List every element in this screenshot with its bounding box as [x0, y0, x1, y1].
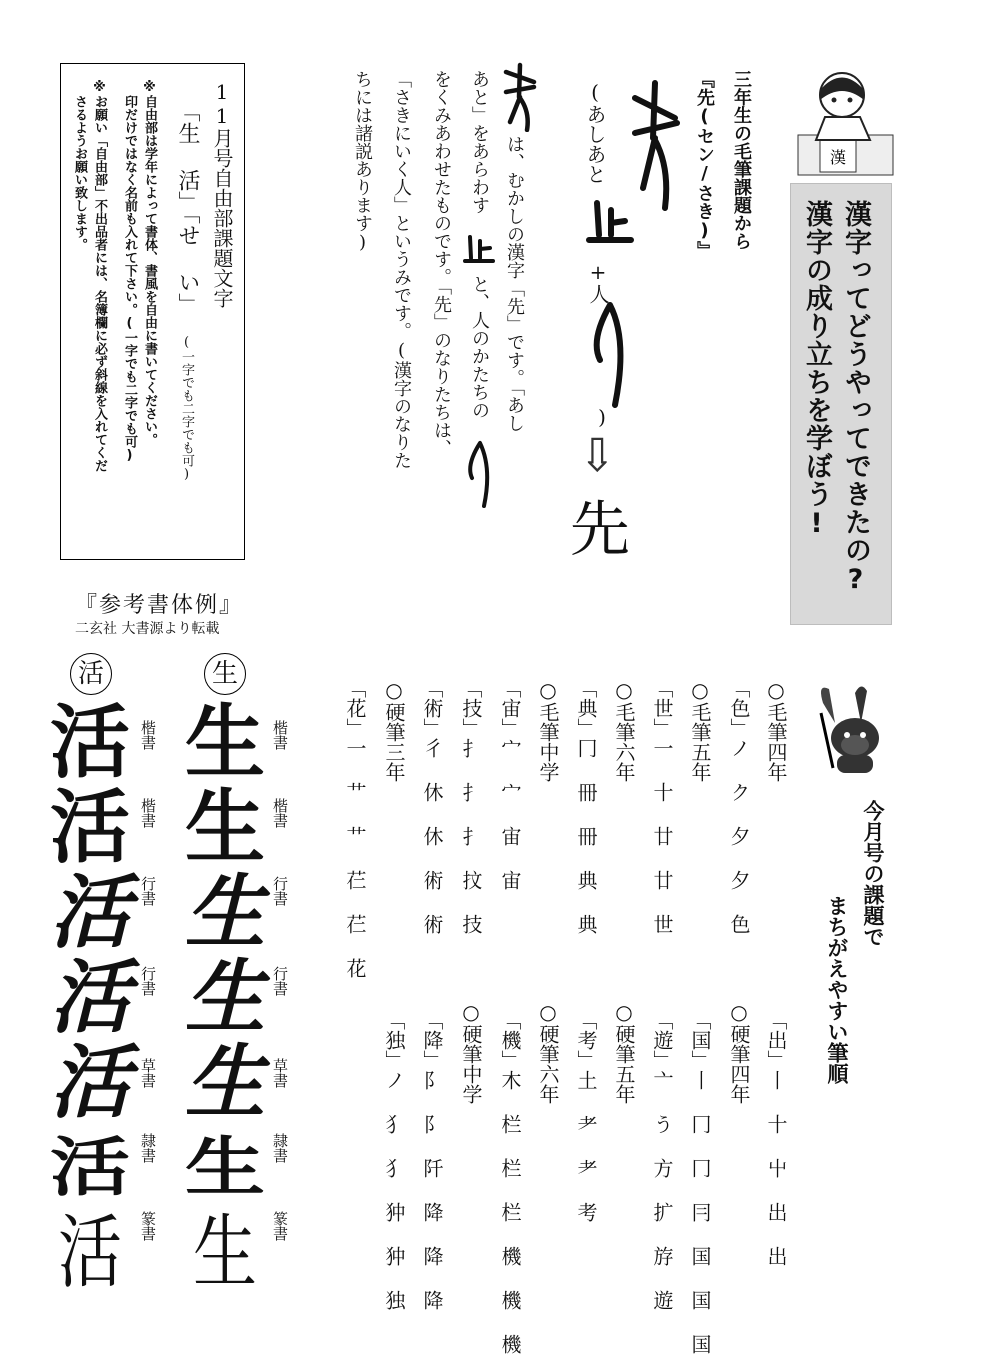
sei-label-2: 楷書: [271, 798, 289, 828]
november-note-1: ※自由部は学年によって書体、書風を自由に書いてください。: [142, 80, 157, 446]
katsu-label-6: 隷書: [139, 1133, 157, 1163]
stroke-bottom-4: 「遊」亠 う 方 扩 斿 遊: [650, 1010, 674, 1310]
katsu-label-4: 行書: [139, 966, 157, 996]
stroke-bottom-1: 「出」丨 十 屮 出 出: [764, 1010, 788, 1266]
stroke-top-1: ○毛筆四年: [764, 678, 788, 782]
katsu-glyph-kaisho-1: 活: [50, 695, 130, 789]
katsu-glyph-gyosho-2: 活: [50, 950, 130, 1044]
body-line-2: あと」をあらわす: [469, 70, 490, 214]
sei-badge-text: 生: [211, 659, 238, 689]
stroke-top-3: ○毛筆五年: [688, 678, 712, 782]
body-line-5: ちには諸説あります): [352, 70, 373, 253]
november-note-3: ※お願い「自由部」不出品者には、名簿欄に必ず斜線を入れてくだ: [92, 80, 107, 472]
sei-label-1: 楷書: [271, 720, 289, 750]
ancient-foot-glyph-small: [462, 232, 496, 270]
sei-badge: [204, 653, 246, 695]
sei-labels: [272, 720, 287, 1251]
stroke-top-11: ○硬筆三年: [382, 678, 406, 782]
sei-glyph-sosho: 生: [185, 1035, 265, 1129]
stroke-heading-2: まちがえやすい筆順: [825, 895, 849, 1084]
stroke-bottom-7: ○硬筆六年: [536, 1000, 560, 1104]
stroke-bottom-8: 「機」木 栏 栏 栏 機 機 機: [498, 1010, 522, 1354]
november-note-4: さるようお願い致します。: [72, 95, 87, 251]
body-line-4: 「さきにいく人」というみです。(漢字のなりた: [391, 70, 412, 469]
down-arrow: ⇩: [578, 428, 617, 482]
svg-text:漢: 漢: [830, 148, 847, 167]
stroke-bottom-2: ○硬筆四年: [727, 1000, 751, 1104]
sei-glyph-kaisho-1: 生: [185, 695, 265, 789]
ancient-sen-glyph-small: [500, 62, 540, 132]
reference-credit: 二玄社 大書源より転載: [75, 621, 220, 637]
sei-label-7: 篆書: [271, 1211, 289, 1241]
formula-plus: +人: [586, 260, 610, 304]
katsu-glyph-gyosho-1: 活: [50, 865, 130, 959]
headline-line-2: 漢字の成り立ちを学ぼう!: [801, 200, 832, 540]
stroke-top-8: 「宙」宀 宀 宙 宙: [498, 678, 522, 890]
katsu-glyph-reisho: 活: [50, 1129, 130, 1205]
sei-label-4: 行書: [271, 966, 289, 996]
november-note-2: 印だけではなく名前も入れて下さい。(一字でも二字でも可): [122, 95, 137, 463]
stroke-bottom-11: 「独」ノ 犭 犭 狆 狆 独: [382, 1010, 406, 1310]
rabbit-mascot-illustration: [815, 683, 885, 778]
stroke-bottom-6: 「考」土 耂 耂 考: [574, 1010, 598, 1222]
stroke-top-9: 「技」扌 扌 扌 抆 技: [459, 678, 483, 934]
sei-glyph-gyosho-2: 生: [185, 950, 265, 1044]
katsu-glyph-tensho: 活: [58, 1206, 122, 1299]
katsu-label-3: 行書: [139, 876, 157, 906]
formula-close: ): [590, 405, 614, 429]
sei-label-6: 隷書: [271, 1133, 289, 1163]
stroke-top-10: 「術」彳 休 休 術 術: [420, 678, 444, 934]
stroke-bottom-9: ○硬筆中学: [459, 1000, 483, 1104]
stroke-heading-1: 今月号の課題で: [861, 800, 885, 947]
katsu-column: [45, 695, 135, 1299]
formula-left: (あしあと: [583, 80, 607, 184]
katsu-glyph-sosho: 活: [50, 1035, 130, 1129]
stroke-bottom-10: 「降」阝 阝 阡 降 降 降: [420, 1010, 444, 1310]
ancient-person-glyph-small: [460, 440, 494, 510]
ancient-person-glyph: [580, 300, 630, 410]
katsu-label-2: 楷書: [139, 798, 157, 828]
sei-glyph-gyosho-1: 生: [185, 865, 265, 959]
third-grade-subtitle: 『先(セン/さき)』: [694, 70, 715, 259]
november-title: 11月号自由部課題文字: [210, 80, 234, 308]
body-line-2b: と、人のかたちの: [469, 275, 490, 419]
ancient-foot-glyph: [585, 195, 635, 255]
katsu-labels: [140, 720, 155, 1251]
katsu-badge: [70, 653, 112, 695]
katsu-label-5: 草書: [139, 1058, 157, 1088]
stroke-top-4: 「世」一 十 廿 廿 世: [650, 678, 674, 934]
sei-label-3: 行書: [271, 876, 289, 906]
girl-calligraphy-illustration: [790, 60, 900, 180]
result-glyph: 先: [570, 495, 630, 565]
stroke-top-12: 「花」一 艹 艹 芢 芢 花: [343, 678, 367, 978]
stroke-bottom-3: 「国」丨 冂 冂 冃 国 国 国: [688, 1010, 712, 1354]
katsu-label-1: 楷書: [139, 720, 157, 750]
sei-glyph-tensho: 生: [193, 1206, 257, 1299]
stroke-top-7: ○毛筆中学: [536, 678, 560, 782]
third-grade-title: 三年生の毛筆課題から: [731, 70, 752, 250]
stroke-top-6: 「典」冂 冊 冊 典 典: [574, 678, 598, 934]
body-line-1: は、むかしの漢字「先」です。「あし: [504, 135, 525, 432]
katsu-badge-text: 活: [77, 659, 104, 689]
stroke-top-2: 「色」ノ ク 夕 夕 色: [727, 678, 751, 934]
november-chars: 「生 活」「せ い」: [175, 100, 200, 315]
november-note-paren: (一字でも二字でも可): [179, 335, 194, 482]
headline-line-1: 漢字ってどうやってできたの?: [840, 200, 871, 596]
stroke-bottom-5: ○硬筆五年: [612, 1000, 636, 1104]
sei-label-5: 草書: [271, 1058, 289, 1088]
sei-column: [180, 695, 270, 1299]
katsu-glyph-kaisho-2: 活: [50, 780, 130, 874]
stroke-top-5: ○毛筆六年: [612, 678, 636, 782]
sei-glyph-reisho: 生: [185, 1129, 265, 1205]
body-line-3: をくみあわせたものです。「先」のなりたちは、: [431, 70, 452, 457]
sei-glyph-kaisho-2: 生: [185, 780, 265, 874]
reference-title: 『参考書体例』: [75, 593, 244, 618]
katsu-label-7: 篆書: [139, 1211, 157, 1241]
